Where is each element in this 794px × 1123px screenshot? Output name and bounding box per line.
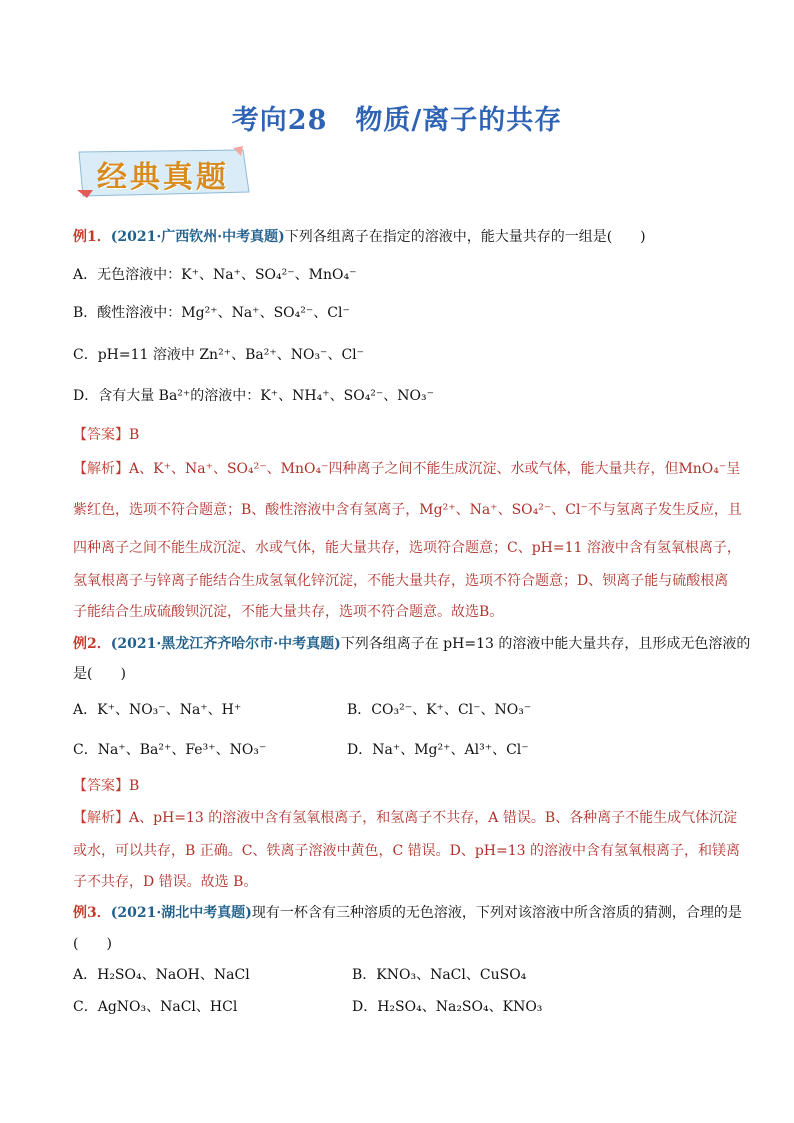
- q1-answer: [73, 425, 139, 445]
- q3-option-c: C．AgNO₃、NaCl、HCl: [73, 999, 238, 1015]
- q3-option-d: D．H₂SO₄、Na₂SO₄、KNO₃: [352, 999, 543, 1015]
- q1-analysis-line-1: [73, 459, 740, 479]
- q1-stem: 下列各组离子在指定的溶液中，能大量共存的一组是( ): [284, 229, 646, 245]
- q1-analysis-line-3: 四种离子之间不能生成沉淀、水或气体，能大量共存，选项符合题意；C、pH=11 溶液中含有氢氧根离子，: [73, 540, 741, 556]
- q1-option-b: B．酸性溶液中：Mg²⁺、Na⁺、SO₄²⁻、Cl⁻: [73, 305, 350, 321]
- q3-option-b: B．KNO₃、NaCl、CuSO₄: [352, 967, 527, 983]
- q1-analysis-line-2: 紫红色，选项不符合题意；B、酸性溶液中含有氢离子，Mg²⁺、Na⁺、SO₄²⁻、Cl⁻不与氢离子发生反应，且: [73, 502, 742, 518]
- page-title: 考向28 物质/离子的共存: [231, 105, 563, 136]
- q2-analysis-line-1: [73, 808, 737, 828]
- q2-label: 例2．: [73, 636, 111, 652]
- q2-option-d: D．Na⁺、Mg²⁺、Al³⁺、Cl⁻: [347, 742, 529, 758]
- banner-label: 经典真题: [97, 160, 229, 195]
- q2-analysis-text: A、pH=13 的溶液中含有氢氧根离子，和氢离子不共存，A 错误。B、各种离子不能生成气体沉淀: [129, 810, 738, 826]
- q2-source: (2021·黑龙江齐齐哈尔市·中考真题): [110, 636, 341, 652]
- q2-option-c: C．Na⁺、Ba²⁺、Fe³⁺、NO₃⁻: [73, 742, 267, 758]
- q2-option-a: A．K⁺、NO₃⁻、Na⁺、H⁺: [73, 702, 242, 718]
- q1-answer-value: B: [129, 427, 140, 443]
- q2-answer-value: B: [129, 778, 140, 794]
- q2-stem-line-2: 是( ): [73, 666, 126, 682]
- q3-stem-line: [73, 903, 742, 923]
- q3-option-a: A．H₂SO₄、NaOH、NaCl: [73, 967, 250, 983]
- q1-analysis-line-4: 氢氧根离子与锌离子能结合生成氢氧化锌沉淀，不能大量共存，选项不符合题意；D、钡离子能与硫酸根离: [73, 573, 729, 589]
- q1-answer-label: 【答案】: [73, 427, 129, 443]
- q2-stem: 下列各组离子在 pH=13 的溶液中能大量共存，且形成无色溶液的: [340, 636, 751, 652]
- q2-analysis-label: 【解析】: [73, 810, 129, 826]
- section-banner: [73, 146, 251, 198]
- q2-answer-label: 【答案】: [73, 778, 129, 794]
- q1-option-d: D．含有大量 Ba²⁺的溶液中：K⁺、NH₄⁺、SO₄²⁻、NO₃⁻: [73, 388, 435, 404]
- q1-analysis-line-5: 子能结合生成硫酸钡沉淀，不能大量共存，选项不符合题意。故选B。: [73, 604, 504, 620]
- q2-stem-line: [73, 634, 750, 654]
- q2-analysis-line-3: 子不共存，D 错误。故选 B。: [73, 874, 258, 890]
- q2-analysis-line-2: 或水，可以共存，B 正确。C、铁离子溶液中黄色，C 错误。D、pH=13 的溶液中含有氢氧根离子，和镁离: [73, 843, 741, 859]
- q1-option-a: A．无色溶液中：K⁺、Na⁺、SO₄²⁻、MnO₄⁻: [73, 267, 357, 283]
- q1-label: 例1．: [73, 229, 111, 245]
- q2-answer: [73, 776, 139, 796]
- q3-stem: 现有一杯含有三种溶质的无色溶液，下列对该溶液中所含溶质的猜测，合理的是: [251, 905, 742, 921]
- q1-source: (2021·广西钦州·中考真题): [110, 229, 285, 245]
- q1-option-c: C．pH=11 溶液中 Zn²⁺、Ba²⁺、NO₃⁻、Cl⁻: [73, 347, 365, 363]
- q2-option-b: B．CO₃²⁻、K⁺、Cl⁻、NO₃⁻: [347, 702, 532, 718]
- q2-options-row-1: [73, 700, 241, 720]
- q1-analysis-label: 【解析】: [73, 461, 129, 477]
- q3-label: 例3．: [73, 905, 111, 921]
- q3-source: (2021·湖北中考真题): [110, 905, 252, 921]
- q3-stem-line-2: ( ): [73, 936, 112, 952]
- q1-stem-line: [73, 227, 646, 247]
- q1-analysis-text: A、K⁺、Na⁺、SO₄²⁻、MnO₄⁻四种离子之间不能生成沉淀、水或气体，能大量共存，但MnO₄⁻呈: [129, 461, 741, 477]
